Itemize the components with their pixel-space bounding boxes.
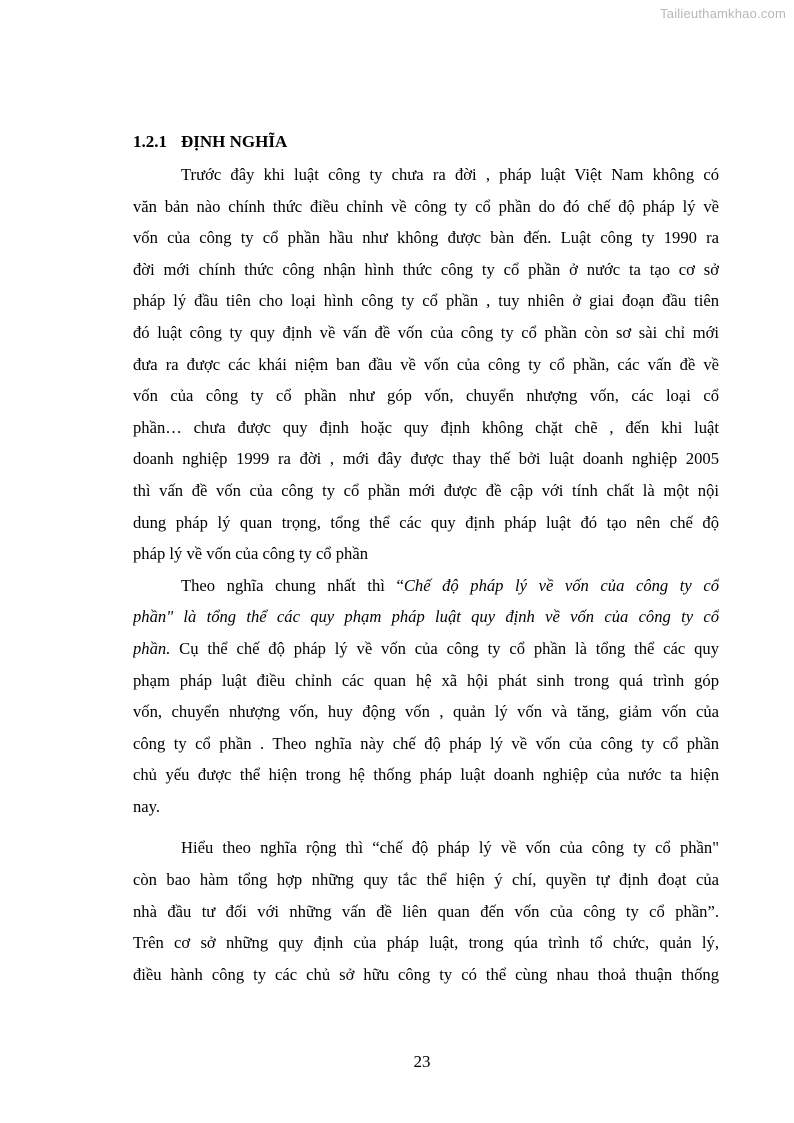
paragraph-line: văn bản nào chính thức điều chỉnh về công ty cổ phần do đó chế độ pháp lý về xyxy=(133,196,719,216)
section-number: 1.2.1 xyxy=(133,132,167,151)
paragraph-line xyxy=(133,633,719,665)
definition-quote: Chế độ pháp lý về vốn của công ty cổ xyxy=(403,575,719,595)
paragraph-line: nay. xyxy=(133,796,161,816)
paragraph-line: pháp lý về vốn của công ty cổ phần xyxy=(133,544,369,564)
paragraph-line: pháp lý đầu tiên cho loại hình công ty cổ phần , tuy nhiên ở giai đoạn đầu tiên xyxy=(133,291,719,311)
paragraph-line: còn bao hàm tổng hợp những quy tắc thể hiện ý chí, quyền tự định đoạt của xyxy=(133,870,719,890)
paragraph-1 xyxy=(133,159,719,570)
paragraph-line: chủ yếu được thể hiện trong hệ thống pháp luật doanh nghiệp của nước ta hiện xyxy=(133,765,719,785)
paragraph-line xyxy=(133,570,719,602)
paragraph-line: công ty cổ phần . Theo nghĩa này chế độ pháp lý về vốn của công ty cổ phần xyxy=(133,733,719,753)
paragraph-line: đó luật công ty quy định về vấn đề vốn của công ty cổ phần còn sơ sài chỉ mới xyxy=(133,322,719,342)
definition-quote-end: phần. xyxy=(133,638,171,658)
paragraph-line: phạm pháp luật điều chỉnh các quan hệ xã hội phát sinh trong quá trình góp xyxy=(133,670,719,690)
paragraph-3 xyxy=(133,832,719,990)
paragraph-line: phần… chưa được quy định hoặc quy định không chặt chẽ , đến khi luật xyxy=(133,417,719,437)
watermark-text: Tailieuthamkhao.com xyxy=(660,6,786,21)
paragraph-line: thì vấn đề vốn của công ty cổ phần mới được đề cập với tính chất là một nội xyxy=(133,480,719,500)
section-heading xyxy=(133,125,719,159)
paragraph-line: Trên cơ sở những quy định của pháp luật, trong qúa trình tổ chức, quản lý, xyxy=(133,933,719,953)
definition-explanation: Cụ thể chế độ pháp lý về vốn của công ty cổ phần là tổng thể các quy xyxy=(170,638,719,658)
page-body xyxy=(133,125,719,990)
page-number: 23 xyxy=(413,1052,431,1071)
definition-quote-line: phần" là tổng thể các quy phạm pháp luật quy định về vốn của công ty cổ xyxy=(133,607,719,627)
paragraph-line: doanh nghiệp 1999 ra đời , mới đây được thay thế bởi luật doanh nghiệp 2005 xyxy=(133,449,719,469)
paragraph-line: Hiểu theo nghĩa rộng thì “chế độ pháp lý về vốn của công ty cổ phần" xyxy=(181,838,719,858)
paragraph-2 xyxy=(133,570,719,823)
definition-intro: Theo nghĩa chung nhất thì “ xyxy=(181,575,404,595)
section-title: ĐỊNH NGHĨA xyxy=(181,132,288,151)
paragraph-line: nhà đầu tư đối với những vấn đề liên quan đến vốn của công ty cổ phần”. xyxy=(133,901,719,921)
paragraph-line: vốn của công ty cổ phần như góp vốn, chuyển nhượng vốn, các loại cổ xyxy=(133,386,719,406)
paragraph-line: đưa ra được các khái niệm ban đầu về vốn của công ty cổ phần, các vấn đề về xyxy=(133,354,719,374)
paragraph-line: điều hành công ty các chủ sở hữu công ty có thể cùng nhau thoả thuận thống xyxy=(133,964,719,984)
paragraph-line: Trước đây khi luật công ty chưa ra đời , pháp luật Việt Nam không có xyxy=(181,165,719,184)
paragraph-line: vốn của công ty cổ phần hầu như không được bàn đến. Luật công ty 1990 ra xyxy=(133,228,719,248)
paragraph-line: vốn, chuyển nhượng vốn, huy động vốn , quản lý vốn và tăng, giảm vốn của xyxy=(133,702,719,722)
paragraph-line: đời mới chính thức công nhận hình thức công ty cổ phần ở nước ta tạo cơ sở xyxy=(133,259,719,279)
paragraph-line: dung pháp lý quan trọng, tổng thể các quy định pháp luật đó tạo nên chế độ xyxy=(133,512,719,532)
